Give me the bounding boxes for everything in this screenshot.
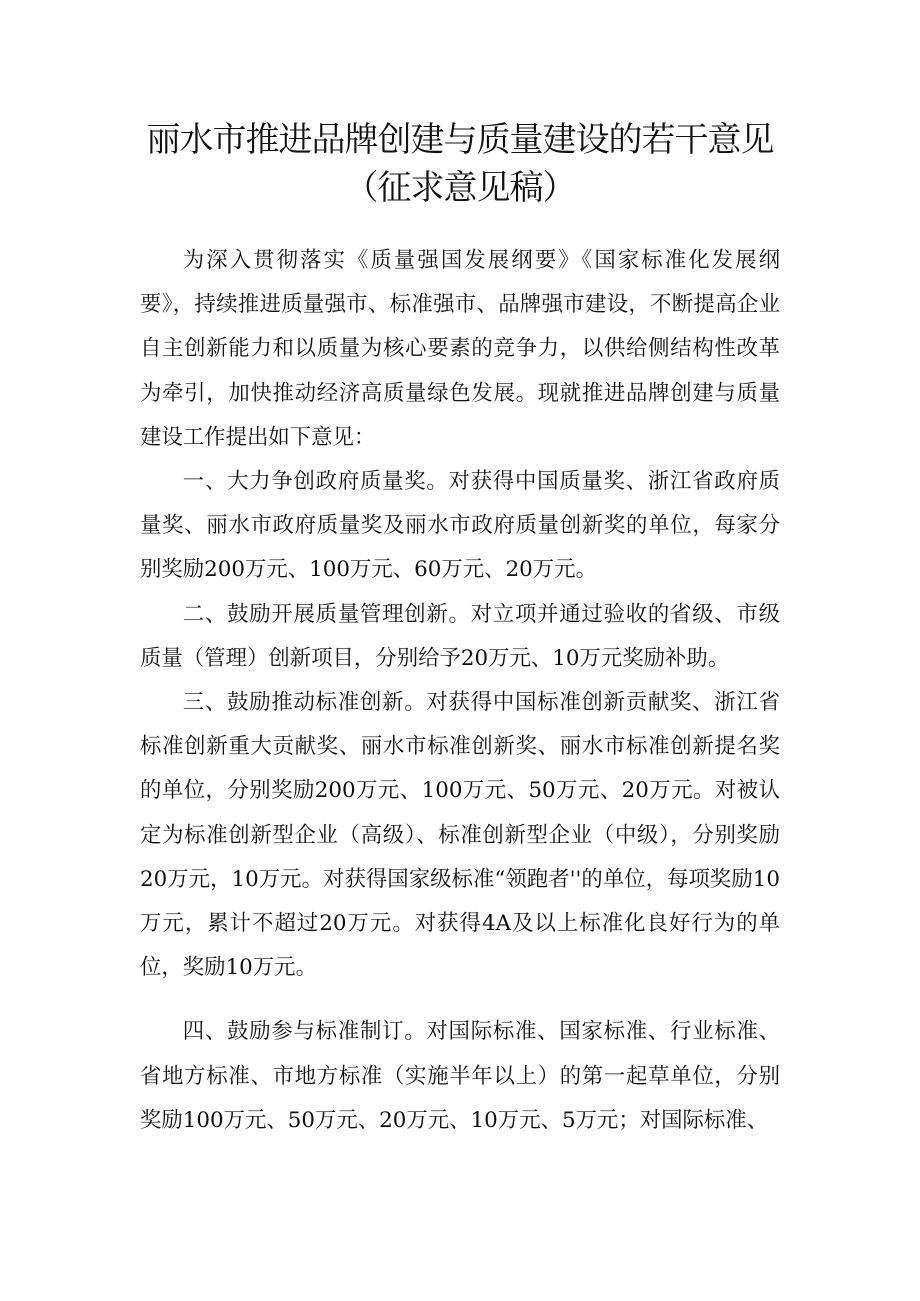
paragraph-item-3: 三、鼓励推动标准创新。对获得中国标准创新贡献奖、浙江省标准创新重大贡献奖、丽水市标准创新奖、丽水市标准创新提名奖的单位，分别奖励200万元、100万元、50万元、20万元。对被认定为标准创新型企业（高级）、标准创新型企业（中级），分别奖励20万元，10万元。对获得国家级标准“领跑者''的单位，每项奖励10万元，累计不超过20万元。对获得4A及以上标准化良好行为的单位，奖励10万元。 xyxy=(140,690,780,981)
paragraph-item-1: 一、大力争创政府质量奖。对获得中国质量奖、浙江省政府质量奖、丽水市政府质量奖及丽水市政府质量创新奖的单位，每家分别奖励200万元、100万元、60万元、20万元。 xyxy=(140,469,780,583)
document-body xyxy=(140,239,780,1143)
document-subtitle: （征求意见稿） xyxy=(344,168,576,208)
paragraph-item-2: 二、鼓励开展质量管理创新。对立项并通过验收的省级、市级质量（管理）创新项目，分别给予20万元、10万元奖励补助。 xyxy=(140,601,780,671)
document-title: 丽水市推进品牌创建与质量建设的若干意见 xyxy=(146,120,774,160)
paragraph-item-4: 四、鼓励参与标准制订。对国际标准、国家标准、行业标准、省地方标准、市地方标准（实施半年以上）的第一起草单位，分别奖励100万元、50万元、20万元、10万元、5万元；对国际标准、 xyxy=(140,1019,780,1133)
paragraph-intro: 为深入贯彻落实《质量强国发展纲要》《国家标准化发展纲要》，持续推进质量强市、标准强市、品牌强市建设，不断提高企业自主创新能力和以质量为核心要素的竞争力，以供给侧结构性改革为牵引，加快推动经济高质量绿色发展。现就推进品牌创建与质量建设工作提出如下意见： xyxy=(140,248,780,450)
